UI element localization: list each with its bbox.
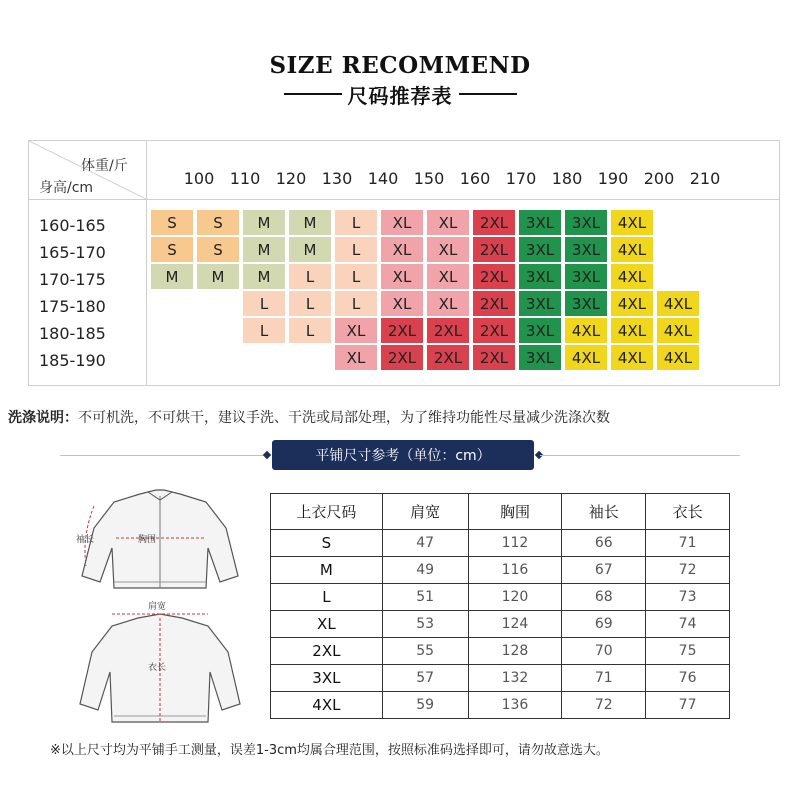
size-cell: 2XL [473, 264, 515, 289]
wash-instructions [8, 407, 610, 427]
size-cell: XL [381, 210, 423, 235]
size-cell: L [289, 318, 331, 343]
measurement-value-cell: 47 [382, 530, 468, 557]
weight-header: 180 [551, 169, 583, 188]
size-cell: S [151, 237, 193, 262]
table-row [271, 557, 730, 584]
banner-dot-left [263, 451, 271, 459]
measurement-value-cell: 71 [646, 530, 730, 557]
height-header: 180-185 [39, 324, 106, 343]
size-cell: 2XL [473, 345, 515, 370]
size-cell: 2XL [473, 291, 515, 316]
size-cell: 4XL [611, 318, 653, 343]
size-cell: L [243, 291, 285, 316]
size-cell: XL [427, 237, 469, 262]
flat-size-banner: 平铺尺寸参考（单位：cm） [272, 440, 534, 470]
footnote: ※以上尺寸均为平铺手工测量，误差1-3cm均属合理范围，按照标准码选择即可，请勿故意选大。 [50, 743, 609, 758]
corner-height-label: 身高/cm [39, 180, 94, 196]
weight-header: 130 [321, 169, 353, 188]
size-cell: XL [427, 291, 469, 316]
row-size-cell: 3XL [271, 665, 383, 692]
jacket-front-diagram [60, 486, 260, 604]
measurement-header-cell: 胸围 [468, 494, 562, 530]
measurement-value-cell: 128 [468, 638, 562, 665]
size-cell: M [289, 237, 331, 262]
table-row [271, 611, 730, 638]
size-cell: 3XL [565, 264, 607, 289]
table-row [271, 584, 730, 611]
size-cell: 4XL [565, 345, 607, 370]
measurement-value-cell: 77 [646, 692, 730, 719]
weight-header: 200 [643, 169, 675, 188]
row-size-cell: 2XL [271, 638, 383, 665]
size-cell: 2XL [473, 318, 515, 343]
measurement-header-cell: 肩宽 [382, 494, 468, 530]
size-recommend-table [28, 140, 780, 386]
jacket-back-diagram [60, 600, 260, 730]
weight-header: 150 [413, 169, 445, 188]
measurement-value-cell: 49 [382, 557, 468, 584]
measurement-value-cell: 59 [382, 692, 468, 719]
title-chinese: 尺码推荐表 [347, 83, 453, 108]
measurement-value-cell: 75 [646, 638, 730, 665]
size-cell: 2XL [381, 345, 423, 370]
weight-header: 140 [367, 169, 399, 188]
size-cell: L [243, 318, 285, 343]
measurement-value-cell: 136 [468, 692, 562, 719]
wash-label: 洗涤说明： [8, 410, 78, 426]
size-cell: 4XL [657, 291, 699, 316]
row-size-cell: M [271, 557, 383, 584]
title-chinese-row [0, 80, 800, 108]
size-cell: 4XL [565, 318, 607, 343]
size-cell: 3XL [519, 210, 561, 235]
measurement-value-cell: 55 [382, 638, 468, 665]
banner-line-left [60, 455, 266, 456]
size-cell: M [243, 237, 285, 262]
measurement-value-cell: 76 [646, 665, 730, 692]
weight-header: 110 [229, 169, 261, 188]
size-cell: 4XL [611, 237, 653, 262]
wash-text: 不可机洗，不可烘干，建议手洗、干洗或局部处理，为了维持功能性尽量减少洗涤次数 [78, 410, 610, 426]
measurement-value-cell: 71 [562, 665, 646, 692]
measurement-value-cell: 132 [468, 665, 562, 692]
weight-header: 100 [183, 169, 215, 188]
size-cell: 4XL [611, 291, 653, 316]
table-row [271, 530, 730, 557]
length-label: 衣长 [148, 663, 167, 673]
size-cell: 3XL [565, 237, 607, 262]
weight-header: 160 [459, 169, 491, 188]
title-rule-left [284, 93, 342, 95]
size-cell: L [335, 210, 377, 235]
size-cell: 3XL [519, 345, 561, 370]
size-cell: 3XL [519, 264, 561, 289]
size-cell: 2XL [381, 318, 423, 343]
row-size-cell: S [271, 530, 383, 557]
size-cell: 3XL [519, 291, 561, 316]
size-cell: 4XL [657, 318, 699, 343]
size-cell: M [243, 264, 285, 289]
measurement-value-cell: 66 [562, 530, 646, 557]
measurement-value-cell: 72 [646, 557, 730, 584]
size-cell: 4XL [611, 345, 653, 370]
size-cell: XL [381, 291, 423, 316]
measurement-value-cell: 53 [382, 611, 468, 638]
measurement-value-cell: 124 [468, 611, 562, 638]
measurement-value-cell: 51 [382, 584, 468, 611]
table-divider-horizontal [29, 199, 779, 200]
size-cell: 2XL [473, 237, 515, 262]
measurement-table [270, 493, 730, 719]
banner-line-right [540, 455, 740, 456]
title-english: SIZE RECOMMEND [269, 52, 531, 79]
size-cell: L [335, 264, 377, 289]
size-cell: S [197, 237, 239, 262]
size-cell: 2XL [473, 210, 515, 235]
size-cell: XL [335, 345, 377, 370]
height-header: 165-170 [39, 243, 106, 262]
row-size-cell: XL [271, 611, 383, 638]
measurement-value-cell: 70 [562, 638, 646, 665]
weight-header: 170 [505, 169, 537, 188]
corner-weight-label: 体重/斤 [81, 158, 128, 174]
measurement-value-cell: 116 [468, 557, 562, 584]
height-header: 170-175 [39, 270, 106, 289]
shoulder-label: 肩宽 [148, 602, 167, 612]
size-cell: XL [381, 237, 423, 262]
size-cell: L [289, 291, 331, 316]
size-cell: 4XL [657, 345, 699, 370]
measurement-value-cell: 72 [562, 692, 646, 719]
table-row [271, 638, 730, 665]
size-cell: 2XL [427, 318, 469, 343]
size-cell: 3XL [519, 318, 561, 343]
size-cell: 3XL [519, 237, 561, 262]
measurement-value-cell: 120 [468, 584, 562, 611]
size-cell: M [289, 210, 331, 235]
measurement-value-cell: 73 [646, 584, 730, 611]
weight-header: 120 [275, 169, 307, 188]
size-cell: S [151, 210, 193, 235]
size-cell: M [197, 264, 239, 289]
measurement-value-cell: 67 [562, 557, 646, 584]
table-row [271, 665, 730, 692]
measurement-value-cell: 57 [382, 665, 468, 692]
measurement-value-cell: 74 [646, 611, 730, 638]
table-divider-vertical [146, 141, 147, 385]
size-cell: XL [427, 264, 469, 289]
table-row [271, 692, 730, 719]
height-header: 175-180 [39, 297, 106, 316]
chest-label: 胸围 [138, 535, 157, 545]
size-cell: 4XL [611, 264, 653, 289]
height-header: 185-190 [39, 351, 106, 370]
size-cell: L [335, 237, 377, 262]
size-cell: XL [335, 318, 377, 343]
title-rule-right [459, 93, 517, 95]
size-cell: 3XL [565, 291, 607, 316]
size-cell: M [243, 210, 285, 235]
size-cell: S [197, 210, 239, 235]
measurement-header-cell: 上衣尺码 [271, 494, 383, 530]
weight-header: 210 [689, 169, 721, 188]
measurement-header-row [271, 494, 730, 530]
measurement-value-cell: 68 [562, 584, 646, 611]
weight-header: 190 [597, 169, 629, 188]
size-cell: XL [381, 264, 423, 289]
size-cell: 2XL [427, 345, 469, 370]
measurement-header-cell: 衣长 [646, 494, 730, 530]
measurement-value-cell: 112 [468, 530, 562, 557]
size-cell: 3XL [565, 210, 607, 235]
row-size-cell: 4XL [271, 692, 383, 719]
size-cell: XL [427, 210, 469, 235]
size-cell: 4XL [611, 210, 653, 235]
size-cell: L [289, 264, 331, 289]
measurement-header-cell: 袖长 [562, 494, 646, 530]
size-cell: L [335, 291, 377, 316]
row-size-cell: L [271, 584, 383, 611]
sleeve-label: 袖长 [76, 535, 95, 545]
size-cell: M [151, 264, 193, 289]
measurement-value-cell: 69 [562, 611, 646, 638]
height-header: 160-165 [39, 216, 106, 235]
